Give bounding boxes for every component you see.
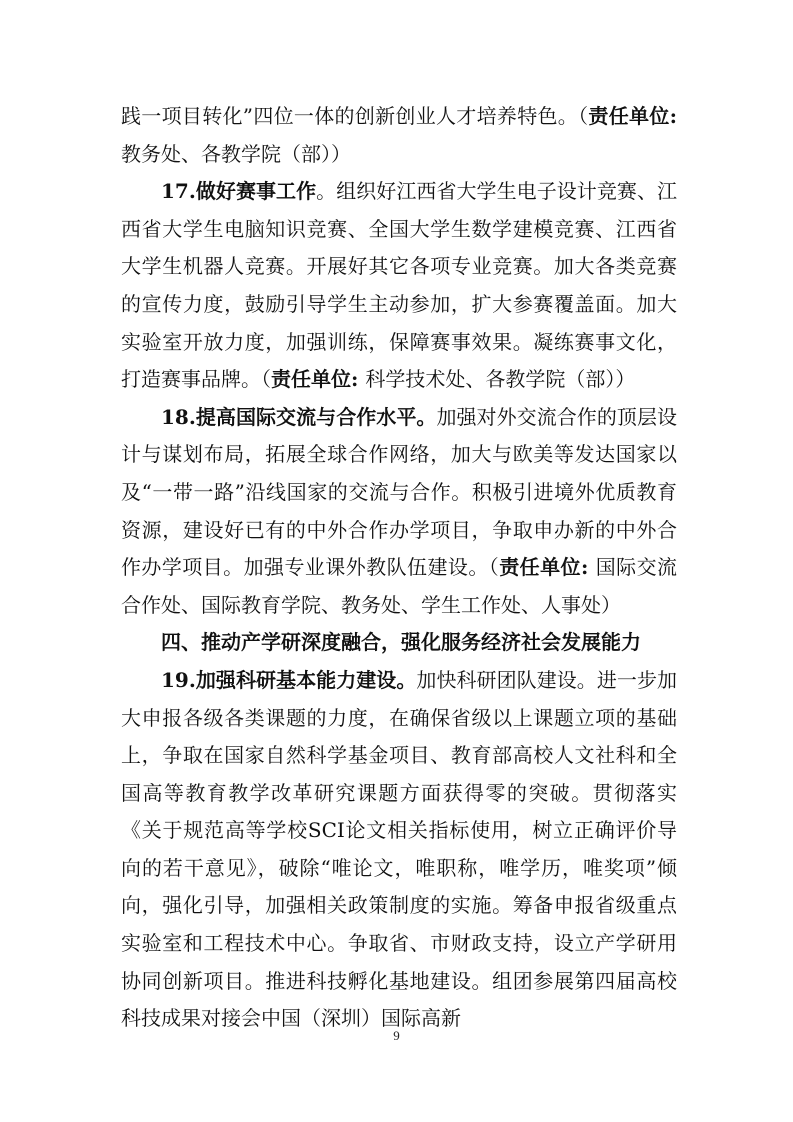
item-17-paragraph xyxy=(121,173,677,399)
responsibility-label: 责任单位 xyxy=(588,104,670,128)
item-19-paragraph xyxy=(121,662,677,1038)
page-number: 9 xyxy=(393,1028,400,1043)
item-18-title: 18.提高国际交流与合作水平。 xyxy=(161,404,437,429)
section-heading: 四、推动产学研深度融合，强化服务经济社会发展能力 xyxy=(161,630,641,655)
responsibility-separator: : xyxy=(351,367,366,392)
document-body xyxy=(121,98,677,1038)
item-17-title: 17.做好赛事工作 xyxy=(161,179,317,204)
paragraph-continuation xyxy=(121,98,677,173)
responsibility-units: 教务处、各教学院（部）） xyxy=(121,141,351,166)
responsibility-units: 科学技术处、各教学院（部）） xyxy=(365,367,636,392)
responsibility-label: 责任单位 xyxy=(271,367,351,392)
item-17-body: 。组织好江西省大学生电子设计竞赛、江西省大学生电脑知识竞赛、全国大学生数学建模竞赛、江西省大学生机器人竞赛。开展好其它各项专业竞赛。加大各类竞赛的宣传力度，鼓励引导学生主动参加，扩大参赛覆盖面。加大实验室开放力度，加强训练，保障赛事效果。凝练赛事文化，打造赛事品牌。（ xyxy=(121,179,678,392)
responsibility-label: 责任单位 xyxy=(499,555,581,580)
item-19-title: 19.加强科研基本能力建设。 xyxy=(161,667,417,692)
item-18-body: 加强对外交流合作的顶层设计与谋划布局，拓展全球合作网络，加大与欧美等发达国家以及“一带一路”沿线国家的交流与合作。积极引进境外优质教育资源，建设好已有的中外合作办学项目，争取申办新的中外合作办学项目。加强专业课外教队伍建设。（ xyxy=(121,404,678,580)
item-18-paragraph xyxy=(121,399,677,625)
responsibility-separator: : xyxy=(669,104,677,128)
paragraph-text: 践一项目转化”四位一体的创新创业人才培养特色。（ xyxy=(121,104,589,128)
responsibility-separator: : xyxy=(580,555,596,580)
responsibility-units: 国际交流合作处、国际教育学院、教务处、学生工作处、人事处） xyxy=(121,555,678,617)
item-19-body: 加快科研团队建设。进一步加大申报各级各类课题的力度，在确保省级以上课题立项的基础上，争取在国家自然科学基金项目、教育部高校人文社科和全国高等教育教学改革研究课题方面获得零的突破。贯彻落实《关于规范高等学校SCI论文相关指标使用，树立正确评价导向的若干意见》，破除“唯论文，唯职称，唯学历，唯奖项”倾向，强化引导，加强相关政策制度的实施。筹备申报省级重点实验室和工程技术中心。争取省、市财政支持，设立产学研用协同创新项目。推进科技孵化基地建设。组团参展第四届高校科技成果对接会中国（深圳）国际高新 xyxy=(121,667,678,1031)
